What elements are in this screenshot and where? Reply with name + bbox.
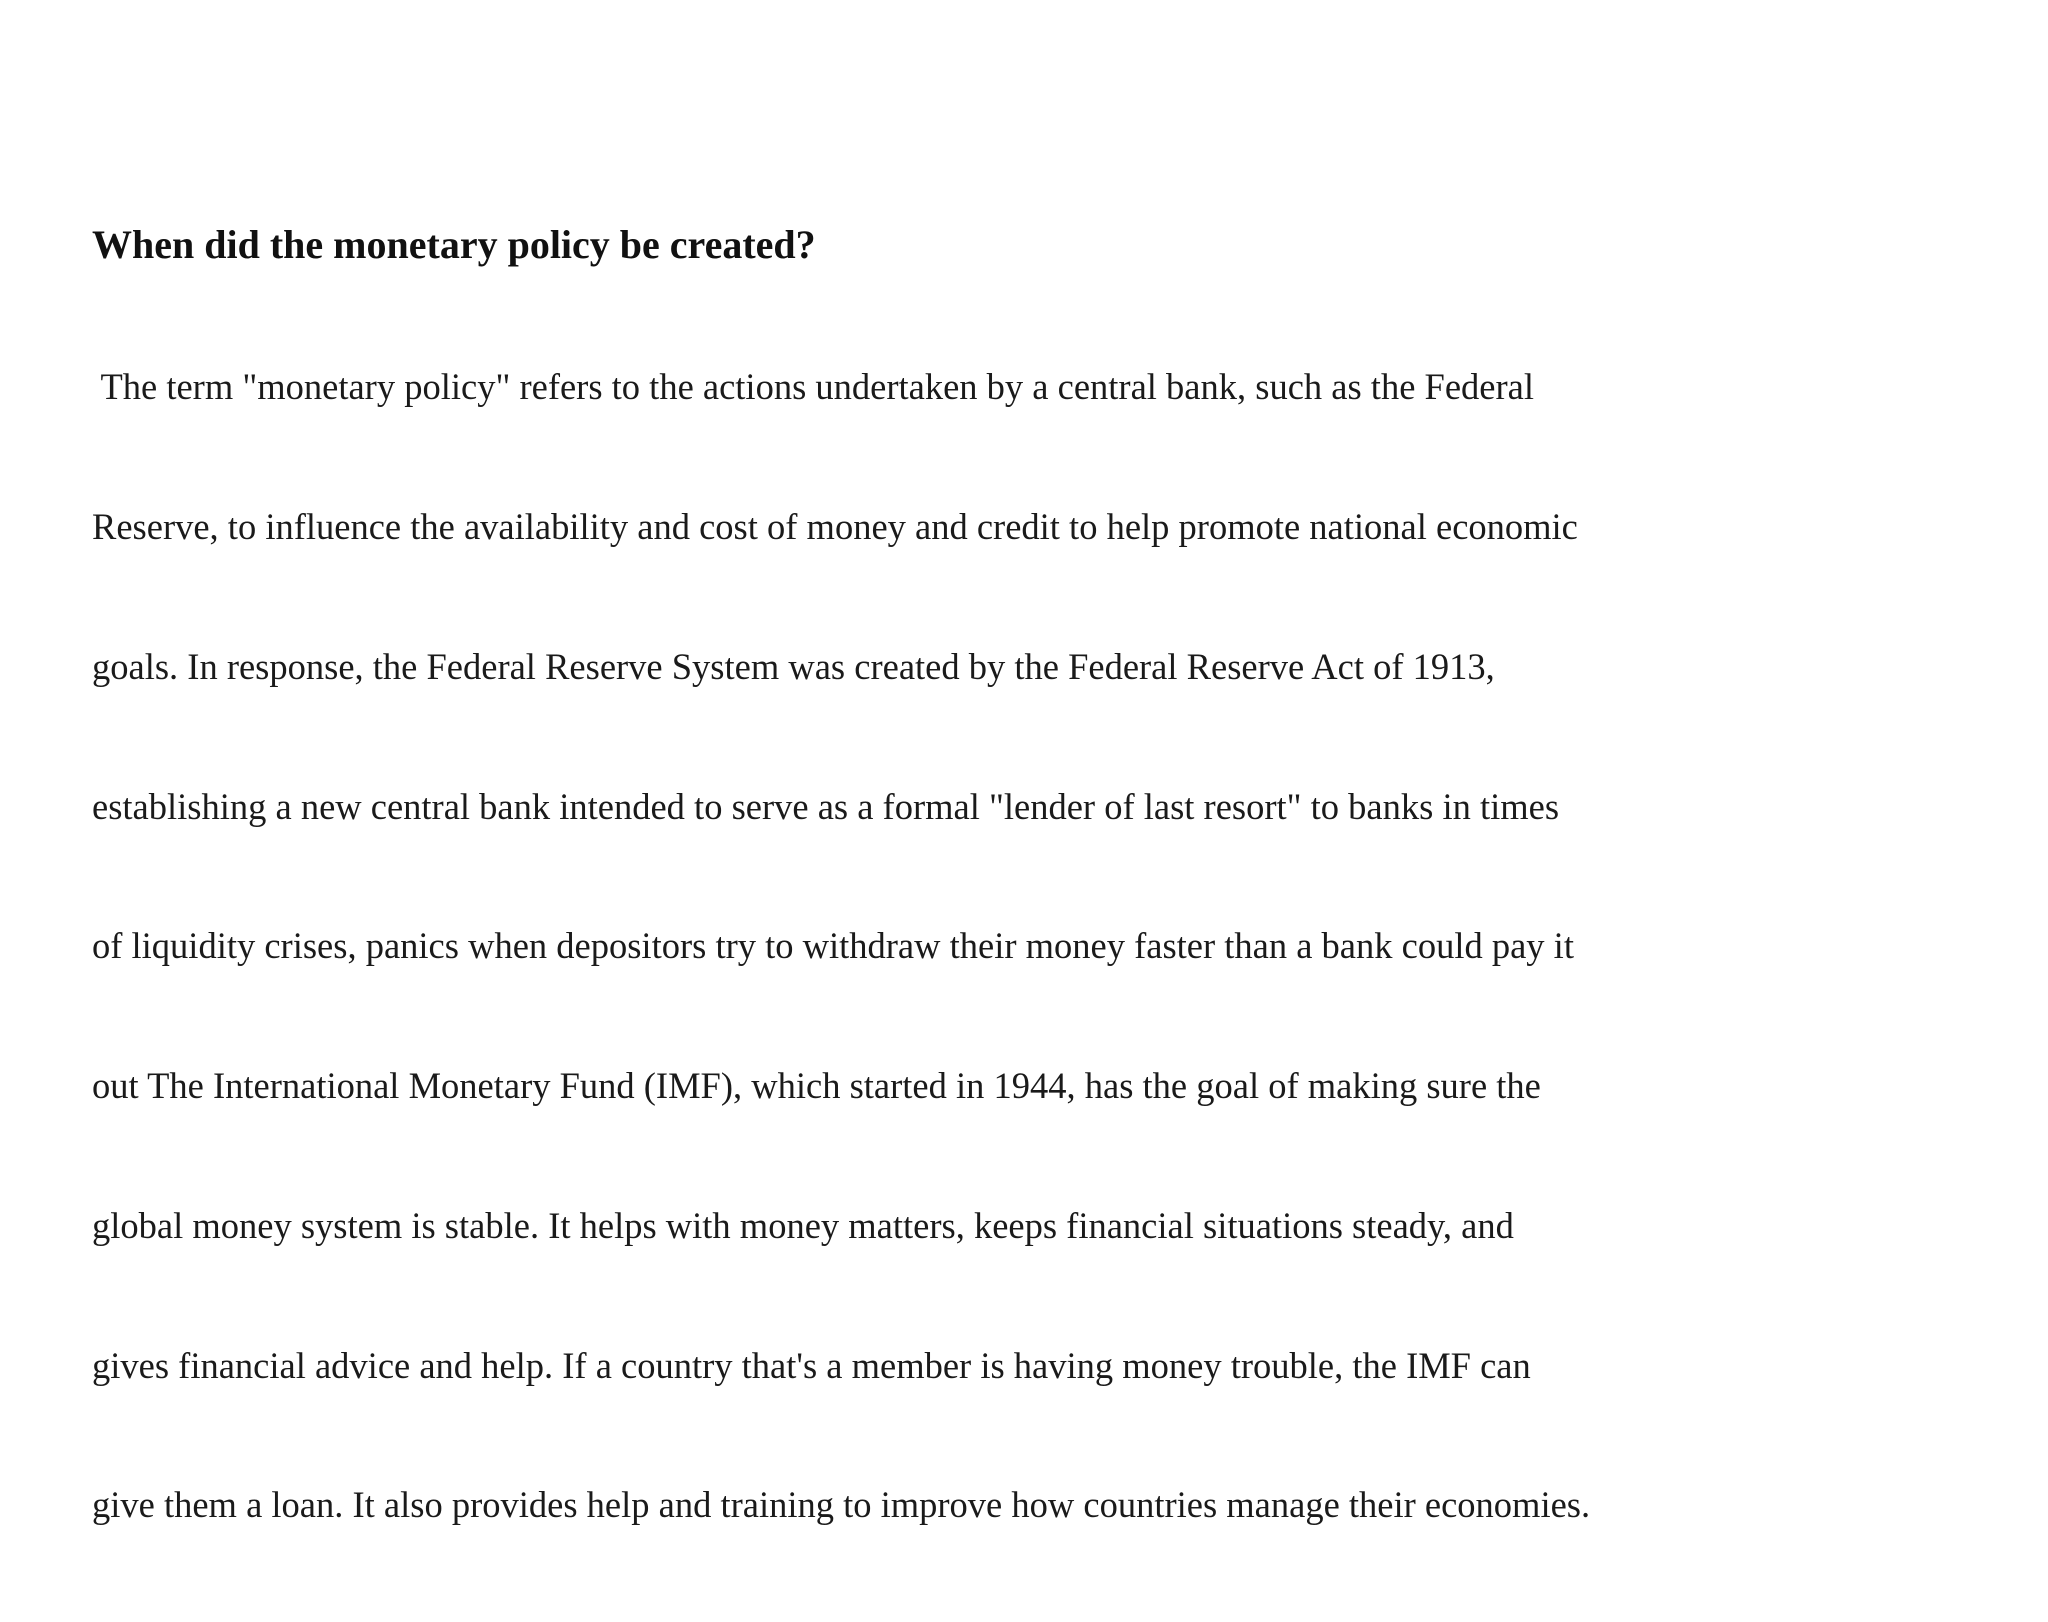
paragraph-line: global money system is stable. It helps with money matters, keeps financial situations steady, and: [92, 1204, 1514, 1246]
paragraph-line: give them a loan. It also provides help and training to improve how countries manage their economies.: [92, 1484, 1591, 1526]
document-heading: When did the monetary policy be created?: [92, 222, 816, 267]
paragraph-line: The term "monetary policy" refers to the actions undertaken by a central bank, such as the Federal: [92, 366, 1534, 408]
document-paragraph: [92, 271, 1712, 1622]
paragraph-line: Reserve, to influence the availability and cost of money and credit to help promote national economic: [92, 505, 1578, 547]
paragraph-line: of liquidity crises, panics when depositors try to withdraw their money faster than a bank could pay it: [92, 925, 1574, 967]
text-block: [92, 219, 1712, 1622]
paragraph-line: goals. In response, the Federal Reserve System was created by the Federal Reserve Act of 1913,: [92, 645, 1495, 687]
paragraph-line: gives financial advice and help. If a country that's a member is having money trouble, the IMF can: [92, 1344, 1531, 1386]
paragraph-line: out The International Monetary Fund (IMF), which started in 1944, has the goal of making sure the: [92, 1065, 1541, 1107]
paragraph-line: establishing a new central bank intended to serve as a formal "lender of last resort" to banks in times: [92, 785, 1560, 827]
